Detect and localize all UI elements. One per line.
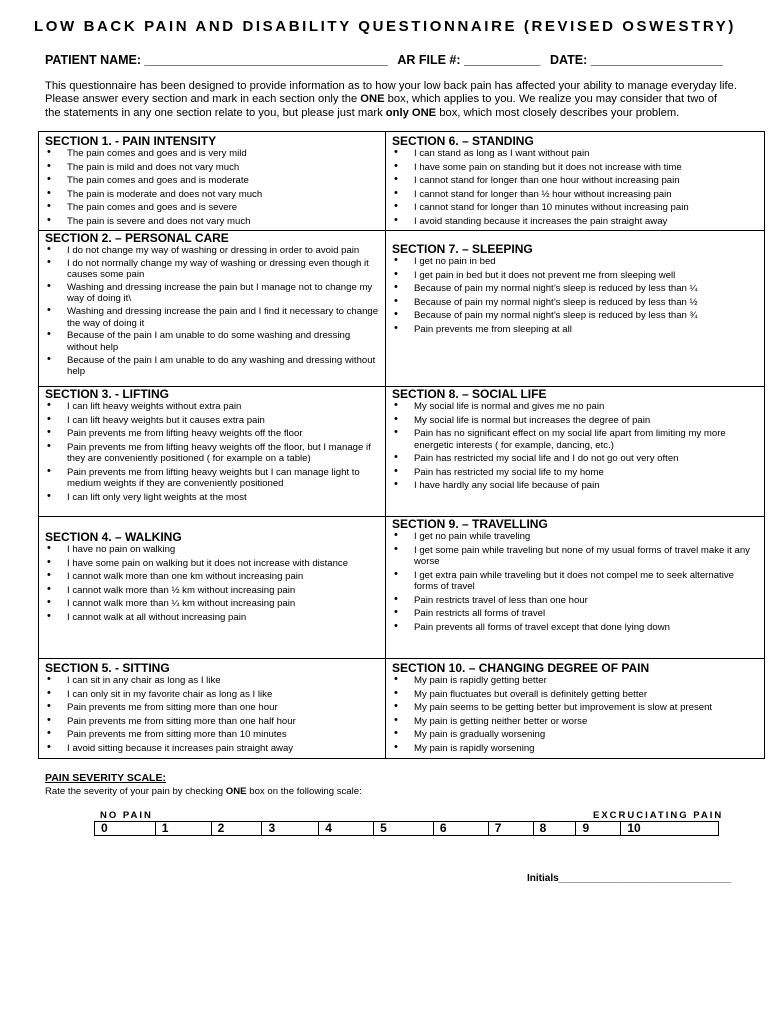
answer-option[interactable]	[392, 686, 758, 700]
section-title: SECTION 8. – SOCIAL LIFE	[392, 387, 547, 401]
severity-heading: PAIN SEVERITY SCALE:	[45, 772, 166, 784]
section-title: SECTION 3. - LIFTING	[45, 387, 170, 401]
answer-option[interactable]	[392, 531, 758, 542]
option-text: Pain prevents me from lifting heavy weights but I can manage light to medium weights if they are conveniently positioned	[67, 466, 360, 490]
bullet-icon: •	[394, 267, 398, 280]
bullet-icon: •	[394, 186, 398, 199]
answer-option[interactable]	[45, 609, 381, 623]
bullet-icon: •	[47, 569, 51, 582]
section-3-lifting	[45, 387, 381, 505]
answer-option[interactable]	[45, 412, 381, 426]
answer-option[interactable]	[392, 175, 758, 186]
ar-file-field[interactable]: AR FILE #: ___________	[397, 53, 541, 67]
answer-option[interactable]	[392, 310, 758, 321]
bullet-icon: •	[47, 686, 51, 699]
bullet-icon: •	[394, 173, 398, 186]
answer-option[interactable]	[392, 713, 758, 727]
bullet-icon: •	[394, 308, 398, 321]
section-title: SECTION 2. – PERSONAL CARE	[45, 231, 229, 245]
bullet-icon: •	[394, 254, 398, 266]
answer-option[interactable]	[45, 598, 381, 609]
bullet-icon: •	[47, 146, 51, 158]
answer-option[interactable]	[392, 401, 758, 412]
section-title: SECTION 1. - PAIN INTENSITY	[45, 134, 217, 148]
answer-option[interactable]	[392, 321, 758, 335]
option-text: My pain is rapidly getting better	[414, 675, 547, 686]
option-list	[45, 148, 381, 227]
option-text: The pain is moderate and does not vary much	[67, 188, 263, 200]
option-text: I cannot walk at all without increasing pain	[67, 611, 247, 623]
severity-instruction: Rate the severity of your pain by checking ONE box on the following scale:	[45, 786, 362, 797]
answer-option[interactable]	[392, 159, 758, 173]
option-text: I avoid sitting because it increases pain straight away	[67, 742, 294, 754]
answer-option[interactable]	[45, 148, 381, 159]
answer-option[interactable]	[392, 702, 758, 713]
option-list	[392, 148, 758, 227]
bullet-icon: •	[394, 740, 398, 753]
bullet-icon: •	[394, 426, 398, 439]
option-text: Pain prevents me from sitting more than 10 minutes	[67, 729, 287, 741]
bullet-icon: •	[394, 606, 398, 619]
option-text: I can only sit in my favorite chair as long as I like	[67, 688, 273, 700]
answer-option[interactable]	[45, 439, 381, 465]
option-text: Pain prevents me from sitting more than one half hour	[67, 715, 296, 727]
answer-option[interactable]	[45, 571, 381, 582]
option-text: Because of pain my normal night’s sleep is reduced by less than ½	[414, 296, 698, 308]
bullet-icon: •	[47, 426, 51, 439]
option-text: Because of pain my normal night’s sleep is reduced by less than ¾	[414, 310, 698, 322]
option-list	[392, 256, 758, 335]
scale-box-1[interactable]: 1	[155, 822, 211, 835]
answer-option[interactable]	[45, 202, 381, 213]
answer-option[interactable]	[392, 608, 758, 619]
row-divider	[385, 230, 764, 231]
option-text: Pain has restricted my social life to my home	[414, 466, 604, 478]
bullet-icon: •	[47, 582, 51, 595]
option-text: I can lift heavy weights without extra pain	[67, 401, 242, 412]
option-text: My social life is normal but increases the degree of pain	[414, 414, 651, 426]
answer-option[interactable]	[392, 740, 758, 754]
option-text: The pain is severe and does not vary much	[67, 215, 251, 227]
option-text: I cannot walk more than ¼ km without increasing pain	[67, 598, 296, 610]
section-6-standing	[392, 134, 758, 230]
bullet-icon: •	[394, 686, 398, 699]
option-text: Because of the pain I am unable to do some washing and dressing without help	[67, 330, 351, 353]
bullet-icon: •	[394, 412, 398, 425]
section-4-walking	[45, 530, 381, 626]
option-text: I can lift only very light weights at the most	[67, 491, 247, 503]
answer-option[interactable]	[392, 428, 758, 451]
option-text: I get pain in bed but it does not prevent me from sleeping well	[414, 269, 676, 281]
bullet-icon: •	[47, 186, 51, 199]
bullet-icon: •	[394, 592, 398, 605]
bullet-icon: •	[394, 294, 398, 307]
bullet-icon: •	[47, 596, 51, 609]
option-list	[392, 531, 758, 633]
section-8-social-life	[392, 387, 758, 494]
option-text: I cannot walk more than one km without increasing pain	[67, 571, 304, 583]
section-title: SECTION 9. – TRAVELLING	[392, 517, 548, 531]
answer-option[interactable]	[45, 686, 381, 700]
bullet-icon: •	[47, 399, 51, 411]
bullet-icon: •	[47, 489, 51, 502]
bullet-icon: •	[394, 200, 398, 213]
section-title: SECTION 4. – WALKING	[45, 530, 182, 544]
scale-box-8[interactable]: 8	[533, 822, 576, 835]
option-text: My pain is getting neither better or worse	[414, 715, 588, 727]
scale-box-2[interactable]: 2	[211, 822, 262, 835]
option-text: The pain comes and goes and is very mild	[67, 148, 247, 159]
answer-option[interactable]	[392, 729, 758, 740]
answer-option[interactable]	[45, 702, 381, 713]
option-text: I avoid standing because it increases the pain straight away	[414, 215, 668, 227]
option-text: My pain is rapidly worsening	[414, 742, 535, 754]
section-9-travelling	[392, 517, 758, 635]
option-text: I cannot walk more than ½ km without increasing pain	[67, 584, 296, 596]
intro-line-2: Please answer every section and mark in each section only the ONE box, which applies to you. We realize you may consider that two of	[45, 93, 718, 106]
option-text: My pain is gradually worsening	[414, 729, 546, 741]
bullet-icon: •	[47, 464, 51, 477]
option-text: I get some pain while traveling but none of my usual forms of travel make it any worse	[414, 544, 750, 567]
option-text: Pain prevents me from sleeping at all	[414, 323, 572, 335]
bullet-icon: •	[47, 740, 51, 753]
option-text: My social life is normal and gives me no pain	[414, 401, 605, 412]
bullet-icon: •	[47, 173, 51, 186]
answer-option[interactable]	[45, 352, 381, 378]
bullet-icon: •	[394, 146, 398, 158]
bullet-icon: •	[394, 321, 398, 334]
section-title: SECTION 6. – STANDING	[392, 134, 534, 148]
option-text: I get no pain in bed	[414, 256, 496, 267]
pain-severity-scale	[94, 821, 719, 836]
option-text: My pain seems to be getting better but improvement is slow at present	[414, 702, 713, 714]
answer-option[interactable]	[45, 401, 381, 412]
option-list	[392, 401, 758, 492]
scale-box-5[interactable]: 5	[373, 822, 433, 835]
option-text: Washing and dressing increase the pain but I manage not to change my way of doing it\	[67, 282, 373, 305]
answer-option[interactable]	[45, 282, 381, 305]
option-list	[45, 401, 381, 503]
initials-field[interactable]: Initials_______________________________	[527, 873, 732, 884]
bullet-icon: •	[47, 159, 51, 172]
bullet-icon: •	[394, 727, 398, 740]
option-list	[45, 544, 381, 623]
answer-option[interactable]	[45, 740, 381, 754]
bullet-icon: •	[394, 281, 398, 294]
excruciating-pain-label: EXCRUCIATING PAIN	[593, 810, 724, 821]
bullet-icon: •	[394, 542, 398, 555]
section-7-sleeping	[392, 242, 758, 338]
answer-option[interactable]	[45, 245, 381, 256]
bullet-icon: •	[394, 529, 398, 541]
option-text: Pain has restricted my social life and I do not go out very often	[414, 453, 679, 465]
bullet-icon: •	[47, 304, 51, 317]
option-text: Pain prevents me from lifting heavy weights off the floor, but I manage if they are conveniently positioned ( for example on a table)	[67, 441, 371, 465]
bullet-icon: •	[47, 255, 51, 268]
bullet-icon: •	[47, 280, 51, 292]
answer-option[interactable]	[392, 464, 758, 478]
answer-option[interactable]	[392, 256, 758, 267]
intro-paragraph	[45, 80, 765, 120]
option-text: I get extra pain while traveling but it does not compel me to seek alternative forms of travel	[414, 569, 734, 592]
bullet-icon: •	[394, 700, 398, 713]
option-list	[45, 675, 381, 754]
option-text: Washing and dressing increase the pain and I find it necessary to change the way of doing it	[67, 306, 379, 329]
option-text: I do not change my way of washing or dressing in order to avoid pain	[67, 245, 360, 256]
option-text: I cannot stand for longer than ½ hour without increasing pain	[414, 188, 672, 200]
option-text: Because of the pain I am unable to do any washing and dressing without help	[67, 354, 376, 378]
answer-option[interactable]	[392, 542, 758, 568]
answer-option[interactable]	[392, 619, 758, 633]
answer-option[interactable]	[45, 330, 381, 353]
patient-name-field[interactable]: PATIENT NAME: ___________________________________	[45, 53, 388, 67]
row-divider	[39, 658, 764, 659]
answer-option[interactable]	[392, 592, 758, 606]
bullet-icon: •	[47, 439, 51, 452]
option-text: I cannot stand for longer than 10 minutes without increasing pain	[414, 202, 689, 214]
patient-info-line	[45, 53, 723, 67]
option-text: I have no pain on walking	[67, 544, 176, 555]
bullet-icon: •	[47, 555, 51, 568]
bullet-icon: •	[47, 609, 51, 622]
scale-box-4[interactable]: 4	[318, 822, 373, 835]
answer-option[interactable]	[392, 148, 758, 159]
bullet-icon: •	[47, 213, 51, 226]
option-text: Pain prevents me from lifting heavy weights off the floor	[67, 428, 303, 440]
answer-option[interactable]	[392, 567, 758, 593]
option-text: I can sit in any chair as long as I like	[67, 675, 221, 686]
bullet-icon: •	[394, 451, 398, 464]
answer-option[interactable]	[392, 480, 758, 491]
option-text: I have hardly any social life because of pain	[414, 480, 600, 492]
intro-line-1: This questionnaire has been designed to provide information as to how your low back pain has affected your ability to manage everyday life.	[45, 80, 737, 92]
section-1-pain-intensity	[45, 134, 381, 230]
answer-option[interactable]	[45, 544, 381, 555]
bullet-icon: •	[394, 159, 398, 172]
scale-box-10[interactable]: 10	[620, 822, 718, 835]
answer-option[interactable]	[45, 213, 381, 227]
answer-option[interactable]	[45, 729, 381, 740]
option-text: The pain comes and goes and is severe	[67, 202, 238, 214]
bullet-icon: •	[47, 243, 51, 255]
no-pain-label: NO PAIN	[100, 810, 153, 821]
intro-line-3: the statements in any one section relate to you, but please just mark only ONE box, which most closely describes your problem.	[45, 106, 680, 119]
answer-option[interactable]	[45, 159, 381, 173]
answer-option[interactable]	[392, 294, 758, 308]
answer-option[interactable]	[45, 186, 381, 200]
bullet-icon: •	[47, 542, 51, 554]
answer-option[interactable]	[45, 255, 381, 281]
option-text: Because of pain my normal night’s sleep is reduced by less than ¼	[414, 283, 698, 295]
option-text: I cannot stand for longer than one hour without increasing pain	[414, 175, 680, 187]
answer-option[interactable]	[392, 453, 758, 464]
answer-option[interactable]	[392, 213, 758, 227]
answer-option[interactable]	[392, 283, 758, 294]
option-text: Pain restricts all forms of travel	[414, 608, 546, 620]
answer-option[interactable]	[45, 464, 381, 490]
bullet-icon: •	[394, 713, 398, 726]
option-text: Pain prevents me from sitting more than one hour	[67, 702, 278, 714]
answer-option[interactable]	[45, 675, 381, 686]
bullet-icon: •	[394, 673, 398, 685]
section-10-changing-degree	[392, 661, 758, 757]
answer-option[interactable]	[392, 675, 758, 686]
column-divider	[385, 132, 386, 758]
answer-option[interactable]	[392, 202, 758, 213]
option-list	[392, 675, 758, 754]
answer-option[interactable]	[45, 582, 381, 596]
option-text: I have some pain on standing but it does not increase with time	[414, 161, 682, 173]
page-title: LOW BACK PAIN AND DISABILITY QUESTIONNAIRE (REVISED OSWESTRY)	[34, 18, 736, 35]
option-text: Pain restricts travel of less than one hour	[414, 594, 588, 606]
bullet-icon: •	[47, 713, 51, 726]
option-text: I can stand as long as I want without pain	[414, 148, 590, 159]
option-text: I do not normally change my way of washing or dressing even though it causes some pain	[67, 257, 369, 281]
option-list	[45, 245, 381, 377]
section-title: SECTION 7. – SLEEPING	[392, 242, 533, 256]
section-title: SECTION 5. - SITTING	[45, 661, 170, 675]
answer-option[interactable]	[392, 186, 758, 200]
bullet-icon: •	[47, 200, 51, 213]
option-text: I get no pain while traveling	[414, 531, 531, 542]
answer-option[interactable]	[392, 267, 758, 281]
answer-option[interactable]	[392, 412, 758, 426]
option-text: I can lift heavy weights but it causes extra pain	[67, 414, 265, 426]
date-field[interactable]: DATE: ___________________	[549, 53, 723, 67]
bullet-icon: •	[47, 412, 51, 425]
option-text: Pain has no significant effect on my social life apart from limiting my more energetic interests ( for example, dancing, etc.)	[414, 428, 726, 451]
bullet-icon: •	[47, 700, 51, 713]
bullet-icon: •	[47, 727, 51, 740]
option-text: I have some pain on walking but it does not increase with distance	[67, 557, 349, 569]
section-5-sitting	[45, 661, 381, 757]
option-text: My pain fluctuates but overall is definitely getting better	[414, 688, 648, 700]
bullet-icon: •	[394, 213, 398, 226]
section-title: SECTION 10. – CHANGING DEGREE OF PAIN	[392, 661, 650, 675]
answer-option[interactable]	[45, 489, 381, 503]
bullet-icon: •	[47, 352, 51, 365]
questionnaire-grid	[38, 131, 765, 759]
answer-option[interactable]	[45, 555, 381, 569]
scale-box-9[interactable]: 9	[575, 822, 620, 835]
option-text: The pain comes and goes and is moderate	[67, 175, 249, 187]
bullet-icon: •	[394, 567, 398, 580]
bullet-icon: •	[394, 399, 398, 411]
bullet-icon: •	[394, 619, 398, 632]
answer-option[interactable]	[45, 175, 381, 186]
scale-box-3[interactable]: 3	[261, 822, 318, 835]
scale-box-6[interactable]: 6	[433, 822, 488, 835]
option-text: The pain is mild and does not vary much	[67, 161, 240, 173]
bullet-icon: •	[47, 673, 51, 685]
scale-box-0[interactable]: 0	[101, 821, 108, 835]
bullet-icon: •	[394, 464, 398, 477]
answer-option[interactable]	[45, 306, 381, 329]
scale-box-7[interactable]: 7	[488, 822, 533, 835]
section-2-personal-care	[45, 231, 381, 379]
option-text: Pain prevents all forms of travel except that done lying down	[414, 621, 670, 633]
bullet-icon: •	[47, 328, 51, 341]
answer-option[interactable]	[45, 428, 381, 439]
answer-option[interactable]	[45, 713, 381, 727]
bullet-icon: •	[394, 478, 398, 491]
